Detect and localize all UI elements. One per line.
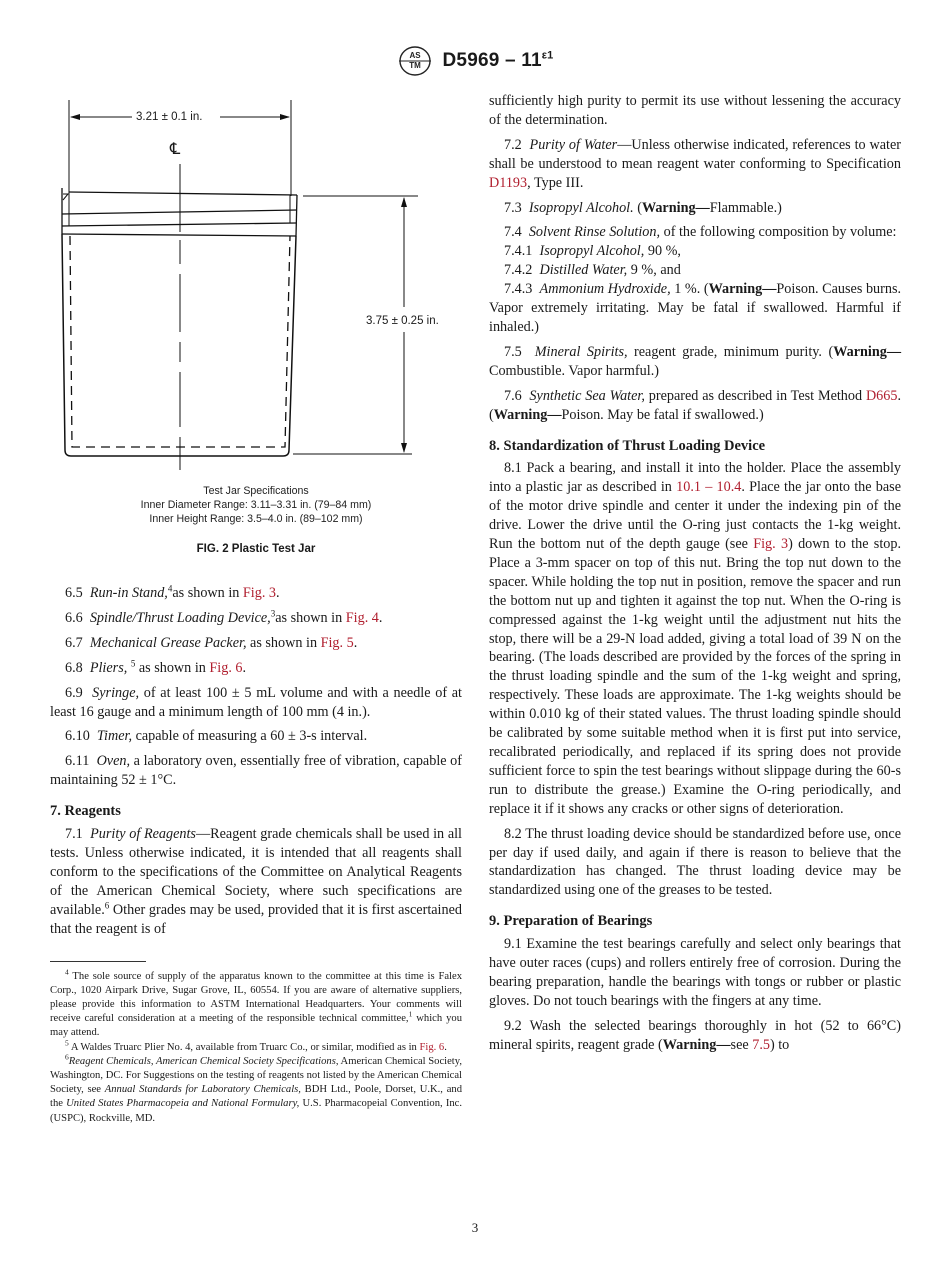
paragraph-7-4-2: 7.4.2 Distilled Water, 9 %, and	[504, 262, 681, 279]
paragraph-7-1-continued: sufficiently high purity to permit its use without lessening the accuracy of the determination.	[489, 93, 901, 128]
centerline-symbol: ℄	[170, 139, 181, 158]
paragraph-6-10: 6.10 Timer, capable of measuring a 60 ± 3-s interval.	[65, 728, 368, 745]
paragraph-7-1: 7.1 Purity of Reagents—Reagent grade chemicals shall be used in all tests. Unless otherwise indicated, it is intended that all reagents shall conform to the specifications of the Committee on Analytical Reagents of the American Chemical Society, where such specifications are available.$^6$ Other grades may be used, provided that it is first ascertained that the reagent is of	[50, 826, 462, 937]
paragraph-6-9: 6.9 Syringe, of at least 100 ± 5 mL volume and with a needle of at least 16 gauge and a minimum length of 100 mm (4 in.).	[50, 684, 463, 720]
figure-specifications	[50, 484, 462, 526]
link-10-1-10-4[interactable]: 10.1 – 10.4	[676, 479, 742, 496]
paragraph-7-5: 7.5 Mineral Spirits, reagent grade, minimum purity. (Warning—Combustible. Vapor harmful.)	[489, 343, 902, 379]
svg-text:AS: AS	[408, 51, 421, 60]
specs-title: Test Jar Specifications	[203, 485, 309, 497]
footnote-6: $^6$Reagent Chemicals, American Chemical Society Specifications, American Chemical Society, Washington, DC. For Suggestions on the testing of reagents not listed by the American Chemical Society, see Annual Standards for Laboratory Chemicals, BDH Ltd., Poole, Dorset, U.K., and the United States Pharmacopeia and National Formulary, U.S. Pharmacopeial Convention, Inc. (USPC), Rockville, MD.	[50, 1052, 463, 1124]
section-7-heading: 7. Reagents	[50, 803, 121, 820]
link-fig-6-footnote[interactable]: Fig. 6	[419, 1041, 445, 1053]
paragraph-8-1: 8.1 Pack a bearing, and install it into the holder. Place the assembly into a plastic jar as described in 10.1 – 10.4. Place the jar onto the base of the motor drive spindle and center it under the indexing pin of the drive. Lower the drive until the O-ring just contacts the 1-kg weight. Run the bottom nut of the depth gauge (see Fig. 3) down to the stop. Place a 3-mm spacer on top of this nut. Bring the top nut down to the spacer. While holding the top nut in position, remove the spacer and run the bottom nut up and tighten it against the top nut. When the O-ring is compressed against the 1-kg weight until the adjustment nut hits the stop, there will be a 29-N load added, giving a total load of 39 N on the bearing. (The loads described are provided by the forces of the spring in the thrust loading spindle and the sum of the 1-kg weight and spring, respectively. These loads are approximate. The 1-kg weights should be within 0.010 kg of their stated values. The thrust loading spindle should be calibrated by some suitable method when it is first put into service, recalibrated periodically, and replaced if its spring does not provide sufficient force to spin the test bearings without slippage during the 60-s run to distribute the grease.) Examine the O-ring periodically, and replace it if it shows any cracks or other signs of deterioration.	[489, 460, 901, 817]
link-7-5[interactable]: 7.5	[752, 1036, 770, 1053]
astm-logo-icon	[397, 46, 433, 76]
link-fig-5[interactable]: Fig. 5	[320, 634, 354, 651]
page-header	[0, 46, 950, 76]
left-column	[50, 92, 462, 1126]
paragraph-6-11: 6.11 Oven, a laboratory oven, essentially free of vibration, capable of maintaining 52 ± 1°C.	[50, 753, 462, 789]
section-8-heading: 8. Standardization of Thrust Loading Device	[489, 437, 766, 454]
section-9-heading: 9. Preparation of Bearings	[489, 913, 653, 930]
paragraph-6-7: 6.7 Mechanical Grease Packer, as shown in Fig. 5.	[65, 634, 358, 651]
paragraph-7-4-1: 7.4.1 Isopropyl Alcohol, 90 %,	[504, 243, 681, 260]
paragraph-9-2: 9.2 Wash the selected bearings thoroughly in hot (52 to 66°C) mineral spirits, reagent grade (Warning—see 7.5) to	[489, 1017, 901, 1053]
svg-text:TM: TM	[408, 61, 421, 70]
figure-caption: FIG. 2 Plastic Test Jar	[196, 543, 316, 555]
footnote-divider	[50, 961, 146, 962]
paragraph-7-2: 7.2 Purity of Water—Unless otherwise indicated, references to water shall be understood to mean reagent water conforming to Specification D1193, Type III.	[489, 136, 902, 191]
right-column	[489, 92, 901, 1061]
paragraph-7-4-3: 7.4.3 Ammonium Hydroxide, 1 %. (Warning—Poison. Causes burns. Vapor extremely irritating. May be fatal if swallowed. Harmful if inhaled.)	[489, 281, 902, 335]
footnote-5: $^5$ A Waldes Truarc Plier No. 4, available from Truarc Co., or similar, modified as in Fig. 6.	[65, 1037, 447, 1053]
paragraph-9-1: 9.1 Examine the test bearings carefully and select only bearings that have outer races (cups) and rollers entirely free of corrosion. During the bearing preparation, handle the bearings with tongs or rubber or plastic gloves. Do not touch bearings with the fingers at any time.	[489, 936, 901, 1009]
paragraph-7-3: 7.3 Isopropyl Alcohol. (Warning—Flammable.)	[504, 199, 782, 216]
link-fig-6[interactable]: Fig. 6	[209, 659, 243, 676]
footnote-4: $^4$ The sole source of supply of the apparatus known to the committee at this time is Falex Corp., 1020 Airpark Drive, Sugar Grove, IL, 60554. If you are aware of alternative suppliers, please provide this information to ASTM International Headquarters. Your comments will receive careful consideration at a meeting of the responsible technical committee,$^1$ which you may attend.	[50, 966, 462, 1039]
paragraph-6-5: 6.5 Run-in Stand,$^4$as shown in Fig. 3.	[65, 583, 280, 601]
page-number: 3	[471, 1220, 479, 1235]
paragraph-6-6: 6.6 Spindle/Thrust Loading Device,$^3$as shown in Fig. 4.	[65, 608, 383, 626]
specs-diameter: Inner Diameter Range: 3.11–3.31 in. (79–84 mm)	[140, 499, 372, 511]
epsilon-superscript: ε1	[541, 49, 554, 62]
specs-height: Inner Height Range: 3.5–4.0 in. (89–102 mm)	[149, 513, 363, 525]
paragraph-6-8: 6.8 Pliers, $^5$ as shown in Fig. 6.	[65, 657, 247, 676]
width-dimension-label: 3.21 ± 0.1 in.	[136, 108, 202, 127]
test-jar-drawing	[50, 92, 462, 472]
link-d665[interactable]: D665	[865, 387, 898, 404]
link-fig-3[interactable]: Fig. 3	[242, 585, 277, 601]
link-fig-4[interactable]: Fig. 4	[345, 609, 379, 626]
paragraph-8-2: 8.2 The thrust loading device should be standardized before use, once per day if used daily, and again if there is reason to believe that the standardization has changed. The thrust loading device may be standardized using one of the greases to be tested.	[489, 825, 901, 899]
height-dimension-label: 3.75 ± 0.25 in.	[366, 312, 439, 331]
paragraph-7-6: 7.6 Synthetic Sea Water, prepared as described in Test Method D665. (Warning—Poison. May be fatal if swallowed.)	[489, 387, 902, 423]
document-id: $D5969 - 11^{\varepsilon 1}$	[442, 49, 554, 71]
figure-plastic-test-jar	[50, 92, 462, 562]
link-fig-3-section-8[interactable]: Fig. 3	[753, 536, 789, 553]
paragraph-7-4: 7.4 Solvent Rinse Solution, of the following composition by volume:	[504, 224, 897, 241]
link-d1193[interactable]: D1193	[489, 174, 528, 191]
